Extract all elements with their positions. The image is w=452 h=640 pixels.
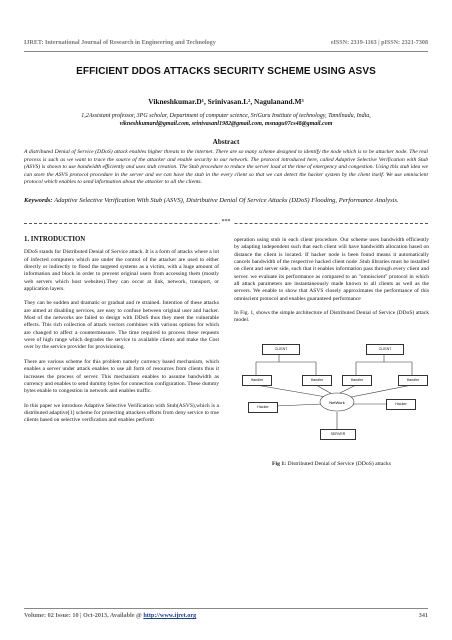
keywords-text: Adaptive Selective Verification With Stub (ASVS), Distributive Denial Of Service Attacks (DDoS) Flooding, Performance Analysis. (54, 197, 399, 204)
paragraph: operation using stub in each client procedure. Our scheme uses bandwidth efficiently by adapting independent such that each client will have bandwidth allocation based on distance the client is located. If hacker node is been found means it automatically cancels bandwidth of the respective hacked client node .Stub libraries must be installed on client and server side, such that it enables information pass through every client and server. we evaluate its performance as compared to an "omniscient" protocol in which all attack parameters are instantaneously made known to all clients as well as the servers. We enable to show that ASVS closely approximates the performance of this omniscient protocol and enables guaranteed performance (234, 237, 429, 302)
figure-caption-label: Fig 1: (272, 460, 287, 467)
handler-box-4: Handler (398, 375, 428, 386)
paper-authors: Vikneshkumar.D¹, Srinivasan.L², Nagulanand.M³ (148, 97, 304, 106)
footer-volume-info: Volume: 02 Issue: 10 | Oct-2013, Available @ http://www.ijret.org (24, 612, 197, 619)
paragraph: They can be sudden and dramatic or gradual and re strained. Intention of these attacks are aimed at disabling services, are easy to confuse between original user and hacker. Most of the networks are failed to design with DDoS thus they meet the vulnerable effects. This rich collection of attack vectors combines with various options for which are changed to affect a countermeasure. The time required to process these requests were of high range which degrades the service to available clients and make the Cost over by the service provider for provisioning. (24, 300, 219, 351)
journal-header (24, 40, 428, 46)
abstract-heading: Abstract (212, 138, 240, 146)
paper-title: EFFICIENT DDOS ATTACKS SECURITY SCHEME USING ASVS (76, 66, 376, 77)
hacker-box-1: Hacker (248, 402, 278, 413)
paragraph: There are various scheme for this problem namely currency based mechanism, which enables a server under attack enables to use all form of resources from clients thus it increases the process of server. This mechanism enables to assume bandwidth as currency and enables to send dummy bytes for connection configuration. These dummy bytes enable to congestion in network and enables traffic. (24, 358, 219, 395)
page-footer (24, 612, 428, 619)
divider-stars: *** (221, 219, 231, 225)
journal-name: IJRET: International Journal of Research in Engineering and Technology (24, 40, 216, 46)
author-emails: vikneshkumard@gmail.com, srinivasanl1982@gmail.com, msnagu07cs48@gmail.com (119, 121, 333, 127)
keywords-block (24, 195, 428, 206)
client-box-1: CLIENT (262, 344, 300, 355)
figure-caption-text: Distributed Denial of Service (DDoS) attacks (287, 460, 391, 467)
page-number: 341 (418, 612, 428, 619)
network-label: NetWork (329, 399, 345, 405)
handler-box-2: Handler (302, 375, 332, 386)
journal-issn: eISSN: 2319-1163 | pISSN: 2321-7308 (330, 40, 428, 46)
ddos-architecture-figure (234, 332, 429, 457)
handler-box-3: Handler (342, 375, 372, 386)
handler-box-1: Handler (242, 375, 272, 386)
intro-heading: 1. INTRODUCTION (24, 236, 86, 243)
left-column (24, 236, 219, 432)
abstract-text: A distributed Denial of Service (DDoS) attack enables higher threats to the internet. There are so many scheme designed to identify the node which is to be attacker node. The real process is such as we want to trace the source of the attacker and enable security to our network. The protocol introduced here, called Adaptive Selective Verification with Stub (ASVS) is shown to use bandwidth efficiently and uses stub creation. The Stub procedure to reduce the server load at the time of emergency and congestion. Using this stub idea we can store the ASVS protocol procedure in the server and we can have the stub in the every client so that we can detect the hacker system by the client itself. We use omniscient protocol which enables to send information about the attacker to all the clients. (24, 149, 428, 186)
paragraph: In this paper we introduce Adaptive Selective Verification with Stub(ASVS),which is a distributed adaptive[1] scheme for protecting attackers efforts from deny service to true clients based on selective verification and enables perform (24, 402, 219, 424)
right-column (234, 237, 429, 468)
figure-caption (234, 461, 429, 468)
footer-rule (24, 608, 428, 609)
keywords-label: Keywords: (24, 197, 53, 204)
client-box-2: CLIENT (366, 344, 404, 355)
affiliation-block (24, 112, 428, 128)
header-rule (24, 51, 428, 52)
journal-link[interactable]: http://www.ijret.org (143, 612, 197, 619)
paragraph: In Fig. 1, shows the simple architecture of Distributed Denial of Service (DDoS) attack model. (234, 310, 429, 324)
server-box: SERVER (320, 429, 356, 440)
paragraph: DDoS stands for Distributed Denial of Service attack. It is a form of attacks where a lot of infected computers which are under the control of the attacker are used to either directly or indirectly to flood the targeted systems as a victim, with a huge amount of information and block in order to prevent original users from accessing them (mostly web servers which host websites).They can occur at link, network, transport, or application layers. (24, 249, 219, 293)
affiliation-text: 1,2Assistant professor, 3PG scholar, Department of computer science, SriGuru Institute of technology, Tamilnadu, India, (81, 113, 371, 119)
hacker-box-2: Hacker (386, 399, 416, 410)
